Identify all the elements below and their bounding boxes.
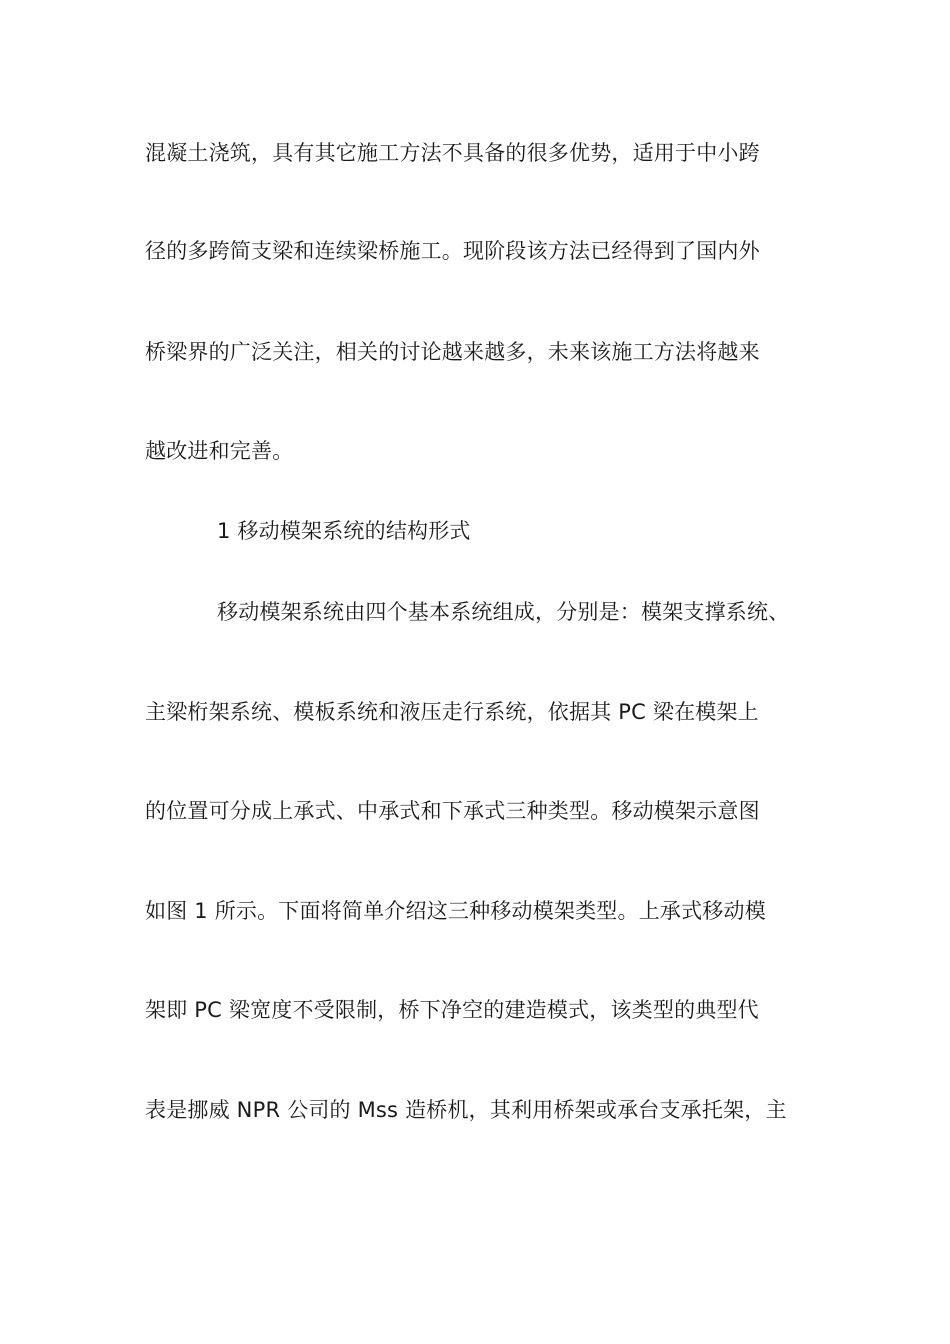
text-line-3: 桥梁界的广泛关注，相关的讨论越来越多，未来该施工方法将越来 bbox=[145, 340, 760, 364]
text-line-4: 越改进和完善。 bbox=[145, 439, 294, 463]
paragraph-line-4: 如图 1 所示。下面将简单介绍这三种移动模架类型。上承式移动模 bbox=[145, 899, 766, 923]
text-line-1: 混凝土浇筑，具有其它施工方法不具备的很多优势，适用于中小跨 bbox=[145, 141, 760, 165]
paragraph-line-2: 主梁桁架系统、模板系统和液压走行系统，依据其 PC 梁在模架上 bbox=[145, 700, 759, 724]
paragraph-line-6: 表是挪威 NPR 公司的 Mss 造桥机，其利用桥架或承台支承托架，主 bbox=[145, 1098, 787, 1122]
paragraph-line-1: 移动模架系统由四个基本系统组成，分别是：模架支撑系统、 bbox=[217, 600, 790, 624]
paragraph-line-5: 架即 PC 梁宽度不受限制，桥下净空的建造模式，该类型的典型代 bbox=[145, 998, 759, 1022]
section-heading: 1 移动模架系统的结构形式 bbox=[217, 519, 471, 543]
text-line-2: 径的多跨简支梁和连续梁桥施工。现阶段该方法已经得到了国内外 bbox=[145, 239, 760, 263]
paragraph-line-3: 的位置可分成上承式、中承式和下承式三种类型。移动模架示意图 bbox=[145, 799, 760, 823]
